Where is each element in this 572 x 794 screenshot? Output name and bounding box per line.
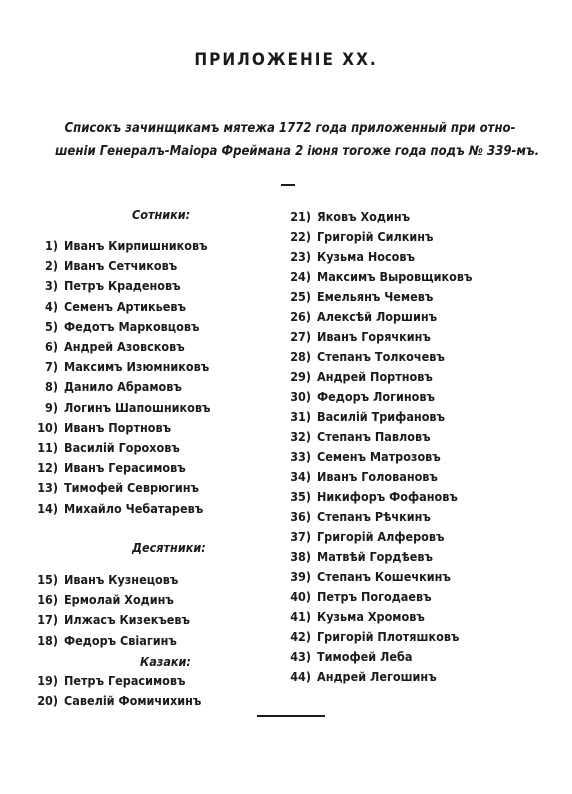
person-name: Логинъ Шапошниковъ — [64, 399, 211, 415]
person-name: Иванъ Сетчиковъ — [64, 258, 178, 274]
document-subtitle — [55, 117, 540, 163]
list-item — [32, 398, 210, 418]
item-number: 43) — [290, 649, 311, 664]
person-name: Иванъ Горячкинъ — [317, 329, 431, 344]
list-item — [289, 367, 433, 387]
person-name: Емельянъ Чемевъ — [317, 289, 434, 304]
list-item — [289, 247, 415, 267]
person-name: Петръ Герасимовъ — [64, 673, 186, 688]
list-item — [32, 317, 199, 337]
item-number: 15) — [37, 572, 58, 587]
person-name: Иванъ Кузнецовъ — [64, 572, 179, 587]
list-item — [32, 357, 209, 377]
list-item — [289, 227, 434, 247]
person-name: Михайло Чебатаревъ — [64, 500, 204, 516]
separator-dash — [281, 184, 295, 186]
list-item — [289, 447, 441, 467]
item-number: 37) — [290, 529, 311, 544]
item-number: 40) — [290, 589, 311, 604]
list-item — [289, 467, 438, 487]
list-item — [32, 276, 181, 296]
item-number: 34) — [290, 469, 311, 484]
person-name: Тимофей Леба — [317, 649, 413, 664]
person-name: Алексѣй Лоршинъ — [317, 309, 438, 324]
list-item — [32, 377, 182, 397]
page-title: ПРИЛОЖЕНІЕ ХХ. — [194, 50, 378, 70]
list-item — [289, 267, 472, 287]
person-name: Кузьма Носовъ — [317, 249, 415, 264]
list-item — [32, 418, 171, 438]
list-item — [32, 297, 186, 317]
list-item — [32, 438, 180, 458]
subtitle-line-2: шеніи Генералъ-Маіора Фреймана 2 іюня тогоже года подъ № 339-мъ. — [55, 144, 540, 159]
item-number: 12) — [37, 460, 58, 476]
item-number: 27) — [290, 329, 311, 344]
item-number: 44) — [290, 669, 311, 684]
list-item — [289, 547, 433, 567]
person-name: Андрей Портновъ — [317, 369, 433, 384]
bottom-rule — [257, 715, 325, 717]
person-name: Ермолай Ходинъ — [64, 592, 174, 608]
person-name: Максимъ Изюмниковъ — [64, 359, 210, 375]
person-name: Иванъ Головановъ — [317, 469, 438, 484]
person-name: Григорій Алферовъ — [317, 529, 445, 544]
person-name: Григорій Силкинъ — [317, 229, 434, 244]
person-name: Степанъ Кошечкинъ — [317, 569, 451, 584]
item-number: 20) — [37, 693, 58, 709]
item-number: 4) — [45, 298, 58, 314]
item-number: 2) — [45, 258, 58, 274]
list-item — [32, 458, 186, 478]
item-number: 19) — [37, 673, 58, 688]
list-item — [289, 387, 435, 407]
item-number: 31) — [290, 409, 311, 424]
item-number: 33) — [290, 449, 311, 464]
item-number: 24) — [290, 269, 311, 284]
heading-sotniki: Сотники: — [132, 207, 191, 222]
list-item — [289, 287, 433, 307]
item-number: 7) — [45, 359, 58, 375]
list-item — [289, 427, 431, 447]
item-number: 17) — [37, 612, 58, 628]
item-number: 9) — [45, 399, 58, 415]
list-item — [32, 610, 190, 630]
item-number: 1) — [45, 238, 58, 253]
person-name: Петръ Погодаевъ — [317, 589, 432, 604]
list-item — [32, 337, 185, 357]
person-name: Кузьма Хромовъ — [317, 609, 425, 624]
item-number: 30) — [290, 389, 311, 404]
list-item — [32, 691, 201, 711]
person-name: Петръ Краденовъ — [64, 278, 181, 294]
person-name: Данило Абрамовъ — [64, 379, 182, 395]
item-number: 26) — [290, 309, 311, 324]
person-name: Федотъ Марковцовъ — [64, 318, 200, 334]
item-number: 38) — [290, 549, 311, 564]
person-name: Семенъ Матрозовъ — [317, 449, 441, 464]
list-item — [32, 570, 178, 590]
list-item — [32, 631, 177, 651]
person-name: Иванъ Кирпишниковъ — [64, 238, 208, 253]
list-item — [289, 587, 432, 607]
person-name: Илжасъ Кизекъевъ — [64, 612, 190, 628]
list-item — [289, 647, 412, 667]
person-name: Степанъ Рѣчкинъ — [317, 509, 431, 524]
list-item — [289, 567, 451, 587]
list-item — [32, 499, 203, 519]
list-item — [289, 307, 437, 327]
person-name: Василій Гороховъ — [64, 440, 180, 455]
list-item — [32, 671, 185, 691]
person-name: Никифоръ Фофановъ — [317, 489, 458, 504]
item-number: 14) — [37, 500, 58, 516]
item-number: 42) — [290, 629, 311, 644]
item-number: 23) — [290, 249, 311, 264]
item-number: 8) — [45, 379, 58, 395]
list-item — [289, 607, 425, 627]
list-item — [289, 207, 410, 227]
list-item — [289, 667, 437, 687]
subtitle-line-1: Списокъ зачинщикамъ мятежа 1772 года приложенный при отно- — [64, 121, 516, 136]
person-name: Иванъ Герасимовъ — [64, 460, 186, 476]
heading-kazaki: Казаки: — [140, 654, 191, 669]
list-item — [289, 507, 431, 527]
item-number: 29) — [290, 369, 311, 384]
item-number: 28) — [290, 349, 311, 364]
item-number: 25) — [290, 289, 311, 304]
person-name: Максимъ Выровщиковъ — [317, 269, 473, 284]
item-number: 13) — [37, 480, 58, 496]
person-name: Тимофей Севрюгинъ — [64, 480, 200, 496]
list-item — [289, 627, 459, 647]
item-number: 10) — [37, 419, 58, 435]
list-item — [32, 590, 174, 610]
person-name: Андрей Легошинъ — [317, 669, 437, 684]
item-number: 18) — [37, 632, 58, 648]
list-item — [32, 478, 199, 498]
item-number: 41) — [290, 609, 311, 624]
heading-desyatniki: Десятники: — [132, 540, 206, 555]
item-number: 35) — [290, 489, 311, 504]
list-item — [289, 407, 445, 427]
person-name: Иванъ Портновъ — [64, 419, 172, 435]
item-number: 11) — [37, 440, 58, 455]
item-number: 32) — [290, 429, 311, 444]
item-number: 6) — [45, 339, 58, 354]
list-item — [32, 236, 208, 256]
person-name: Федоръ Логиновъ — [317, 389, 435, 404]
person-name: Семенъ Артикьевъ — [64, 298, 186, 314]
list-item — [289, 487, 458, 507]
person-name: Григорій Плотяшковъ — [317, 629, 460, 644]
person-name: Андрей Азовсковъ — [64, 339, 185, 354]
person-name: Степанъ Павловъ — [317, 429, 431, 444]
item-number: 21) — [290, 209, 311, 224]
list-item — [289, 327, 431, 347]
item-number: 16) — [37, 592, 58, 608]
list-item — [289, 527, 444, 547]
item-number: 22) — [290, 229, 311, 244]
person-name: Матвѣй Гордѣевъ — [317, 549, 433, 564]
person-name: Степанъ Толкочевъ — [317, 349, 445, 364]
person-name: Федоръ Свіагинъ — [64, 632, 177, 648]
person-name: Василій Трифановъ — [317, 409, 445, 424]
item-number: 3) — [45, 278, 58, 294]
list-item — [289, 347, 445, 367]
item-number: 5) — [45, 318, 58, 334]
list-item — [32, 256, 177, 276]
item-number: 39) — [290, 569, 311, 584]
person-name: Савелій Фомичихинъ — [64, 693, 202, 709]
person-name: Яковъ Ходинъ — [317, 209, 411, 224]
item-number: 36) — [290, 509, 311, 524]
